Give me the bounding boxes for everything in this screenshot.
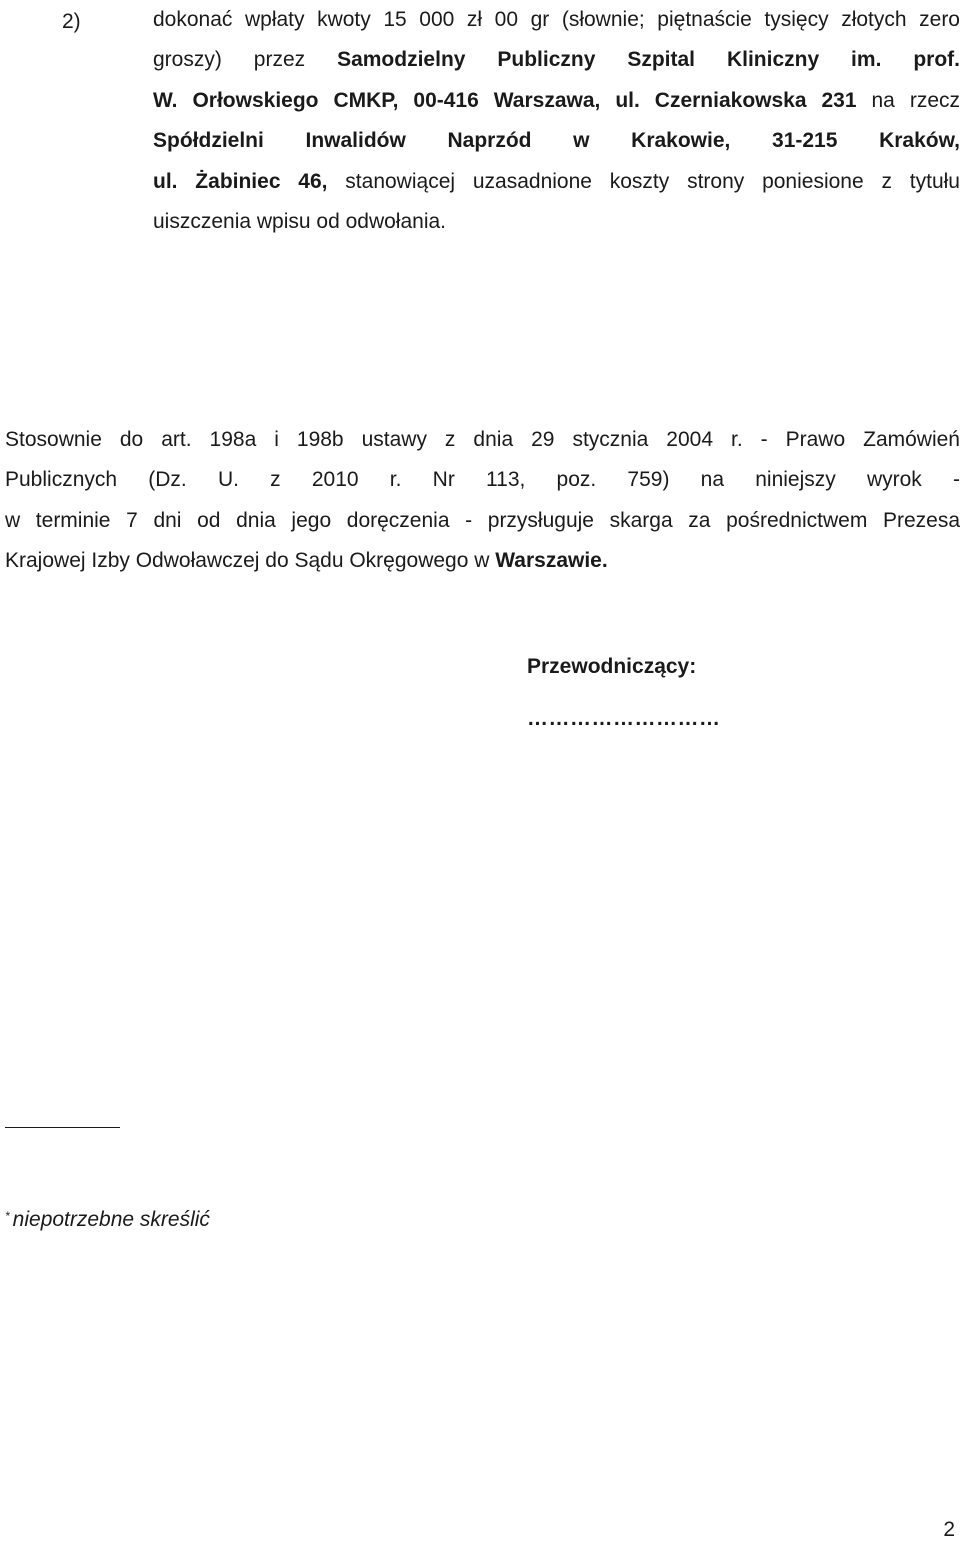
page-number: 2 (943, 1518, 955, 1541)
text-line (153, 40, 960, 80)
footnote-mark: * (5, 1209, 10, 1223)
bold-text: Samodzielny Publiczny Szpital Kliniczny im. prof. (337, 48, 960, 72)
text-run: groszy) przez (153, 48, 338, 72)
text-run: na rzecz (856, 88, 960, 112)
text-line (153, 0, 960, 40)
text-line (153, 162, 960, 202)
text-line (153, 121, 960, 161)
list-item-text (153, 0, 960, 242)
text-line (153, 202, 960, 242)
signature-label: Przewodniczący: (527, 655, 697, 678)
bold-text: ul. Żabiniec 46, (153, 169, 328, 193)
footnote (5, 1205, 210, 1235)
list-item-number: 2) (62, 10, 81, 33)
text-run: stanowiącej uzasadnione koszty strony poniesione z tytułu (327, 169, 960, 193)
appeal-paragraph (5, 420, 960, 582)
text-run: Stosownie do art. 198a i 198b ustawy z dnia 29 stycznia 2004 r. - Prawo Zamówień (5, 428, 960, 451)
text-line (5, 420, 960, 460)
footnote-separator (5, 1127, 120, 1128)
bold-text: W. Orłowskiego CMKP, 00-416 Warszawa, ul. Czerniakowska 231 (153, 88, 857, 112)
bold-text: Spółdzielni Inwalidów Naprzód w Krakowie, 31-215 Kraków, (153, 129, 960, 153)
text-run: dokonać wpłaty kwoty 15 000 zł 00 gr (słownie; piętnaście tysięcy złotych zero (153, 8, 960, 31)
text-run: w terminie 7 dni od dnia jego doręczenia - przysługuje skarga za pośrednictwem Prezesa (5, 508, 960, 532)
text-run: Krajowej Izby Odwoławczej do Sądu Okręgowego w (5, 549, 496, 573)
text-line (5, 541, 960, 581)
text-line (5, 460, 960, 500)
bold-text: Warszawie. (495, 549, 608, 573)
signature-line: ……………………… (527, 707, 721, 730)
text-line (153, 81, 960, 121)
text-run: uiszczenia wpisu od odwołania. (153, 210, 447, 234)
text-run: Publicznych (Dz. U. z 2010 r. Nr 113, poz. 759) na niniejszy wyrok - (5, 468, 960, 492)
text-line (5, 501, 960, 541)
footnote-text: niepotrzebne skreślić (12, 1208, 210, 1231)
